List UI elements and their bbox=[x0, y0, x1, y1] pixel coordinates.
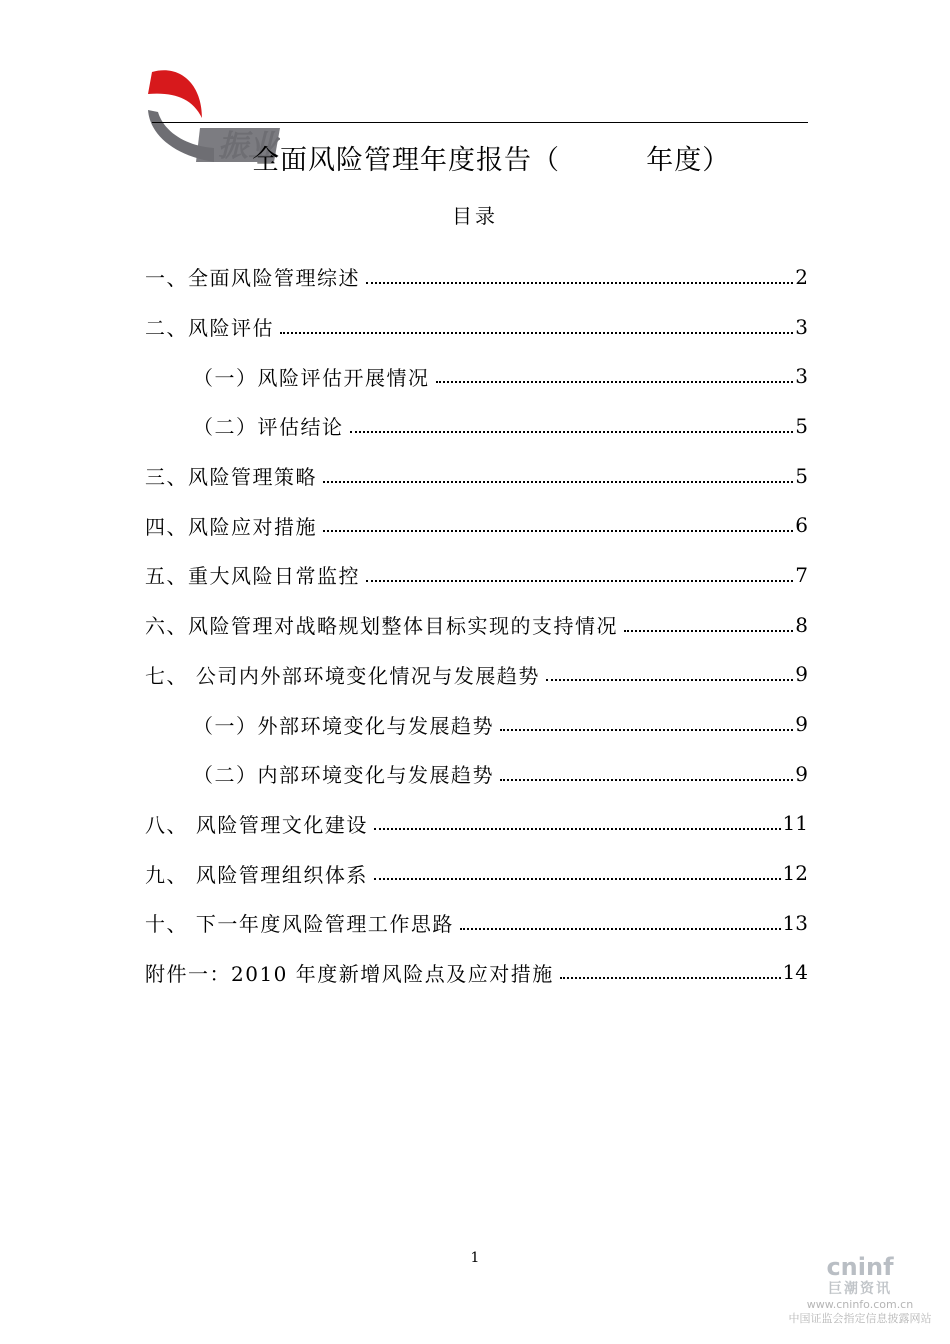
toc-entry[interactable] bbox=[145, 898, 808, 948]
watermark-brand-cn: 巨潮资讯 bbox=[828, 1281, 892, 1297]
toc-entry-page: 9 bbox=[795, 662, 808, 687]
toc-entry[interactable] bbox=[145, 600, 808, 650]
toc-entry-label: 一、全面风险管理综述 bbox=[145, 266, 360, 291]
table-of-contents bbox=[145, 252, 808, 997]
toc-entry-label: 五、重大风险日常监控 bbox=[145, 564, 360, 589]
toc-entry-page: 3 bbox=[795, 364, 808, 389]
toc-entry[interactable] bbox=[145, 500, 808, 550]
toc-entry-page: 14 bbox=[782, 960, 808, 985]
toc-entry-label: （一）外部环境变化与发展趋势 bbox=[193, 713, 494, 738]
toc-dot-leader bbox=[436, 381, 794, 383]
toc-entry-label: 四、风险应对措施 bbox=[145, 514, 317, 539]
toc-entry[interactable] bbox=[145, 351, 808, 401]
toc-entry-page: 12 bbox=[782, 861, 808, 886]
toc-dot-leader bbox=[280, 332, 793, 334]
toc-entry-page: 8 bbox=[795, 612, 808, 637]
toc-entry-label: 八、 风险管理文化建设 bbox=[145, 812, 368, 837]
toc-entry-page: 2 bbox=[795, 264, 808, 289]
toc-dot-leader bbox=[366, 580, 793, 582]
toc-entry-label: 二、风险评估 bbox=[145, 316, 274, 341]
toc-dot-leader bbox=[624, 630, 793, 632]
toc-entry[interactable] bbox=[145, 451, 808, 501]
toc-entry-label: 六、风险管理对战略规划整体目标实现的支持情况 bbox=[145, 614, 618, 639]
toc-dot-leader bbox=[374, 828, 781, 830]
toc-entry[interactable] bbox=[145, 550, 808, 600]
toc-entry-label: 十、 下一年度风险管理工作思路 bbox=[145, 912, 454, 937]
toc-entry[interactable] bbox=[145, 749, 808, 799]
toc-entry-page: 5 bbox=[795, 413, 808, 438]
toc-entry-page: 7 bbox=[795, 562, 808, 587]
toc-dot-leader bbox=[460, 928, 781, 930]
toc-dot-leader bbox=[323, 481, 793, 483]
page-number: 1 bbox=[470, 1250, 480, 1266]
toc-dot-leader bbox=[323, 530, 793, 532]
toc-dot-leader bbox=[374, 878, 781, 880]
toc-entry-page: 3 bbox=[795, 314, 808, 339]
watermark-brand: cninf bbox=[826, 1253, 894, 1281]
toc-entry[interactable] bbox=[145, 252, 808, 302]
document-title: 全面风险管理年度报告（ 年度） bbox=[252, 145, 731, 176]
cninfo-watermark bbox=[780, 1254, 940, 1334]
toc-entry[interactable] bbox=[145, 302, 808, 352]
toc-entry-label: 九、 风险管理组织体系 bbox=[145, 862, 368, 887]
toc-entry[interactable] bbox=[145, 699, 808, 749]
toc-dot-leader bbox=[366, 282, 793, 284]
toc-entry[interactable] bbox=[145, 948, 808, 998]
toc-dot-leader bbox=[546, 679, 793, 681]
toc-entry-label: （二）内部环境变化与发展趋势 bbox=[193, 763, 494, 788]
toc-entry-page: 13 bbox=[782, 910, 808, 935]
toc-entry[interactable] bbox=[145, 799, 808, 849]
toc-entry-page: 9 bbox=[795, 712, 808, 737]
logo-red-swoosh-icon bbox=[148, 70, 202, 118]
toc-entry-label: 三、风险管理策略 bbox=[145, 465, 317, 490]
toc-entry-label: （一）风险评估开展情况 bbox=[193, 365, 430, 390]
toc-entry-label: （二）评估结论 bbox=[193, 415, 344, 440]
toc-entry-page: 11 bbox=[782, 811, 808, 836]
toc-dot-leader bbox=[500, 729, 793, 731]
toc-entry[interactable] bbox=[145, 848, 808, 898]
watermark-tagline: 中国证监会指定信息披露网站 bbox=[788, 1312, 932, 1325]
toc-dot-leader bbox=[560, 977, 781, 979]
toc-dot-leader bbox=[350, 431, 794, 433]
toc-entry-label: 七、 公司内外部环境变化情况与发展趋势 bbox=[145, 663, 540, 688]
toc-dot-leader bbox=[500, 779, 793, 781]
watermark-url: www.cninfo.com.cn bbox=[806, 1298, 914, 1311]
toc-entry-label: 附件一：2010 年度新增风险点及应对措施 bbox=[145, 961, 554, 986]
logo-text: 振业 bbox=[218, 129, 278, 164]
toc-entry-page: 5 bbox=[795, 463, 808, 488]
toc-entry[interactable] bbox=[145, 401, 808, 451]
header-rule bbox=[152, 122, 808, 123]
toc-entry[interactable] bbox=[145, 650, 808, 700]
toc-entry-page: 6 bbox=[795, 513, 808, 538]
toc-entry-page: 9 bbox=[795, 761, 808, 786]
toc-heading: 目录 bbox=[452, 204, 498, 228]
